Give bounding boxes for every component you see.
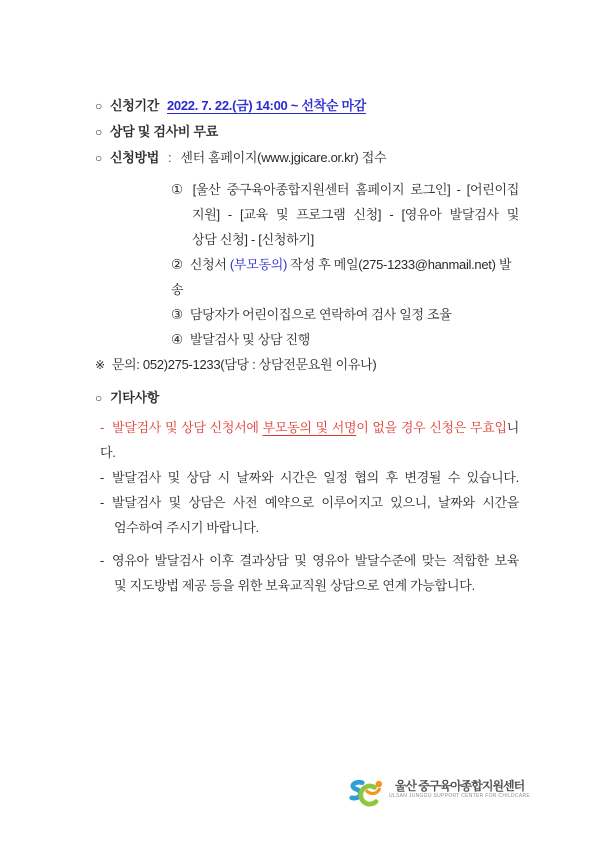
etc-bullet-4-text-2: 및 지도방법 제공 등을 위한 보육교직원 상담으로 연계 가능합니다. (114, 578, 475, 593)
apply-period-line (95, 93, 519, 119)
method-label: 신청방법 (109, 150, 159, 165)
method-line (95, 145, 519, 171)
dash-bullet-icon: - (100, 495, 105, 510)
contact-line (95, 352, 519, 378)
fee-text: 상담 및 검사비 무료 (109, 124, 218, 139)
org-name-en: ULSAN JUNGGU SUPPORT CENTER FOR CHILDCARE (389, 793, 531, 799)
org-name-block (389, 776, 530, 800)
etc-bullet-2-text: 발달검사 및 상담 시 날짜와 시간은 일정 협의 후 변경될 수 있습니다. (112, 470, 519, 485)
fee-line (95, 119, 519, 145)
step1-text-2: 지원] - [교육 및 프로그램 신청] - [영유아 발달검사 및 (192, 207, 519, 222)
circle-bullet-icon: ○ (95, 151, 102, 165)
step4-line (95, 327, 519, 352)
etc-bullet-1-underlined: 부모동의 및 서명 (262, 420, 357, 435)
step3-line (95, 302, 519, 327)
etc-bullet-1-black: 니다. (100, 420, 520, 460)
document-body (95, 93, 519, 598)
step1-text-3: 상담 신청] - [신청하기] (192, 232, 314, 247)
etc-bullet-2 (95, 465, 519, 490)
step1-text-1: [울산 중구육아종합지원센터 홈페이지 로그인] - [어린이집 (192, 182, 519, 197)
etc-bullet-4-line2 (95, 573, 519, 598)
step2-line (95, 252, 519, 302)
step4-text: 발달검사 및 상담 진행 (189, 332, 311, 347)
circle-bullet-icon: ○ (95, 125, 102, 139)
dash-bullet-icon: - (100, 420, 105, 435)
etc-title: 기타사항 (109, 390, 159, 405)
step1-number-icon: ① (171, 182, 186, 197)
apply-period-label: 신청기간 (109, 98, 159, 113)
dash-bullet-icon: - (100, 553, 105, 568)
apply-period-value: 2022. 7. 22.(금) 14:00 ~ 선착순 마감 (167, 98, 366, 113)
contact-text: 문의: 052)275-1233(담당 : 상담전문요원 이유나) (111, 357, 377, 372)
etc-title-line (95, 385, 519, 411)
etc-bullet-4-line1 (95, 548, 519, 573)
step2-parent-consent: (부모동의) (229, 257, 287, 272)
step3-text: 담당자가 어린이집으로 연락하여 검사 일정 조율 (189, 307, 452, 322)
circle-bullet-icon: ○ (95, 99, 102, 113)
etc-bullet-3-text-2: 엄수하여 주시기 바랍니다. (114, 520, 259, 535)
etc-bullet-1-red: 발달검사 및 상담 신청서에 (112, 420, 263, 435)
etc-bullet-1 (95, 415, 519, 465)
step4-number-icon: ④ (171, 332, 183, 347)
step1-line3 (95, 227, 519, 252)
reference-mark-icon: ※ (95, 358, 105, 372)
etc-bullet-3-line2 (95, 515, 519, 540)
step2-text-pre: 신청서 (189, 257, 230, 272)
method-colon: : (168, 150, 172, 165)
org-name: 울산 중구육아종합지원센터 (394, 779, 525, 793)
etc-bullet-3-text-1: 발달검사 및 상담은 사전 예약으로 이루어지고 있으니, 날짜와 시간을 (112, 495, 519, 510)
etc-bullet-4-text-1: 영유아 발달검사 이후 결과상담 및 영유아 발달수준에 맞는 적합한 보육 (112, 553, 519, 568)
method-value: 센터 홈페이지(www.jgicare.or.kr) 접수 (180, 150, 387, 165)
step2-number-icon: ② (171, 257, 183, 272)
etc-bullet-1-red2: 이 없을 경우 신청은 무효입 (356, 420, 507, 435)
step1-line1 (95, 177, 519, 202)
center-logo-icon (347, 776, 385, 814)
step1-line2 (95, 202, 519, 227)
etc-bullet-3-line1 (95, 490, 519, 515)
circle-bullet-icon: ○ (95, 391, 102, 405)
dash-bullet-icon: - (100, 470, 105, 485)
step2-text-post: 작성 후 메일(275-1233@hanmail.net) 발송 (171, 257, 512, 297)
footer (347, 776, 557, 818)
step3-number-icon: ③ (171, 307, 183, 322)
